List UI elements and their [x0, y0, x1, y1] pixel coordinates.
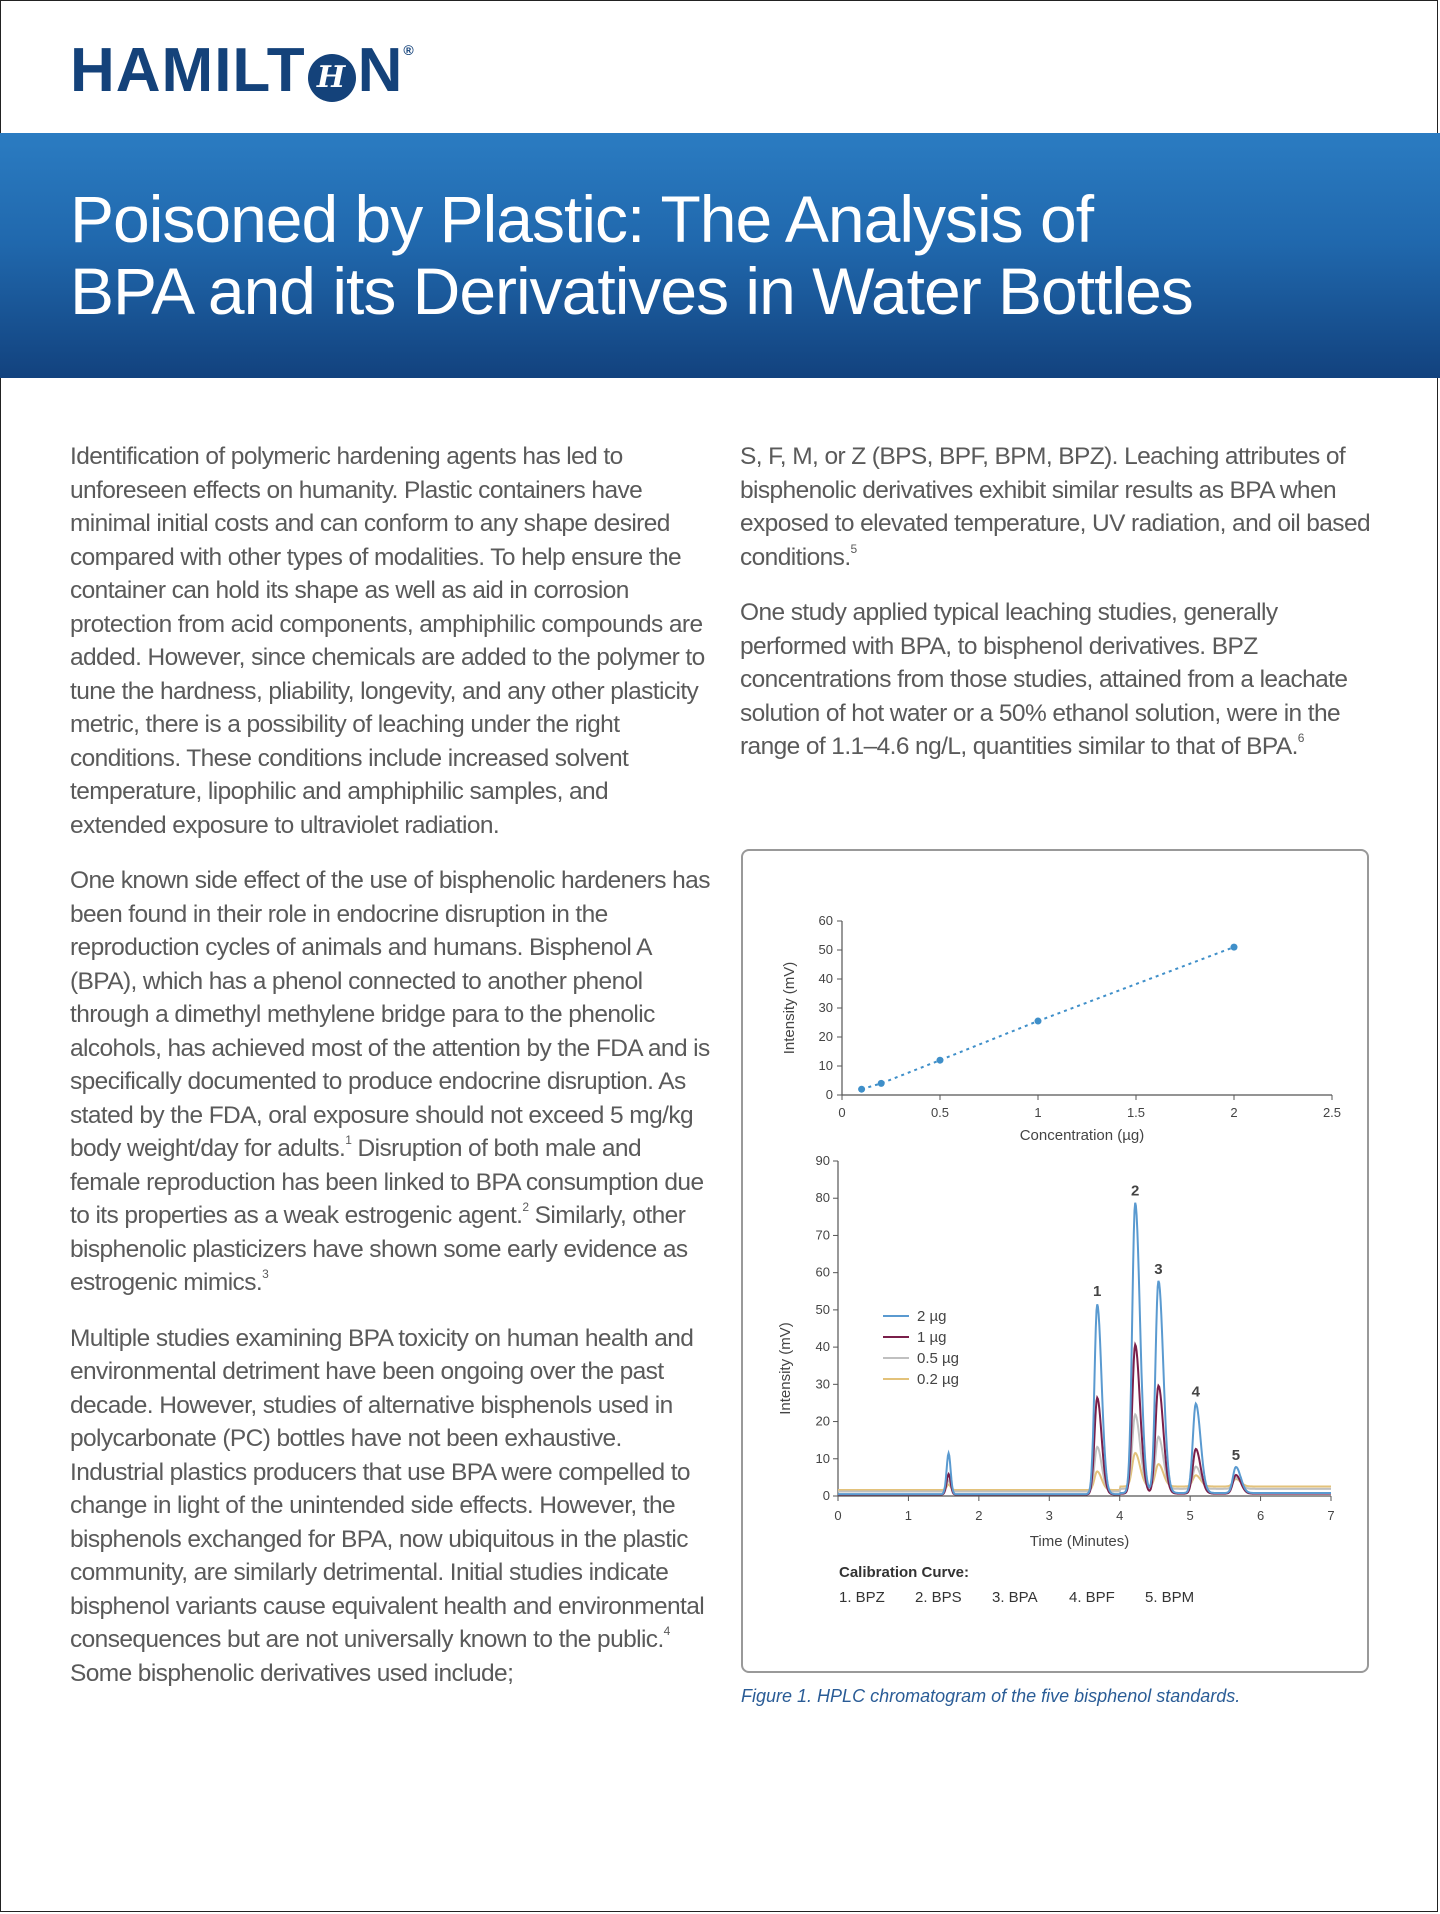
- calibration-legend-item: 3. BPA: [992, 1589, 1038, 1606]
- chromatogram-trace: [838, 1345, 1331, 1495]
- calibration-x-tick-label: 1: [1034, 1105, 1042, 1120]
- calibration-y-tick-label: 40: [818, 971, 833, 986]
- calibration-point: [1231, 944, 1238, 951]
- chromatogram-y-tick-label: 90: [815, 1153, 830, 1168]
- legend-label: 0.2 µg: [917, 1371, 960, 1388]
- calibration-point: [858, 1086, 865, 1093]
- calibration-point: [937, 1057, 944, 1064]
- calibration-point: [878, 1080, 885, 1087]
- peak-label: 4: [1191, 1383, 1200, 1401]
- title-line-2: BPA and its Derivatives in Water Bottles: [70, 254, 1193, 328]
- right-column: [740, 440, 1370, 786]
- figure-svg: [743, 851, 1371, 1675]
- chromatogram-trace: [838, 1203, 1331, 1494]
- calibration-y-tick-label: 10: [818, 1058, 833, 1073]
- figure-box: [741, 849, 1369, 1673]
- chromatogram-y-tick-label: 60: [815, 1264, 830, 1280]
- title-banner: [0, 133, 1440, 378]
- peak-label: 5: [1231, 1446, 1241, 1464]
- calibration-fit-line: [862, 947, 1234, 1089]
- reference-1: 1: [345, 1133, 352, 1147]
- paragraph-3: Multiple studies examining BPA toxicity on human health and environmental detriment have been ongoing over the past decade. However, studies of alternative bisphenols used in polycarbonate (PC) bottles have not been exhaustive. Industrial plastics producers that use BPA were compelled to change in light of the unintended side effects. However, the bisphenols exchanged for BPA, now ubiquitous in the plastic community, are similarly detrimental. Initial studies indicate bisphenol variants cause equivalent health and environmental consequences but are not universally known to the public.$^4$ Some bisphenolic derivatives used include;: [70, 1324, 705, 1687]
- chromatogram-trace: [838, 1453, 1331, 1490]
- calibration-y-tick-label: 20: [818, 1029, 833, 1044]
- calibration-x-tick-label: 0.5: [930, 1105, 950, 1120]
- calibration-legend-item: 2. BPS: [915, 1589, 962, 1606]
- page-title: [70, 183, 1193, 327]
- calibration-legend-item: 4. BPF: [1069, 1589, 1115, 1606]
- chromatogram-y-tick-label: 70: [815, 1227, 830, 1243]
- chromatogram-trace: [838, 1414, 1331, 1491]
- calibration-legend-item: 5. BPM: [1145, 1589, 1195, 1606]
- chromatogram-x-tick-label: 4: [1116, 1508, 1124, 1523]
- paragraph-4: S, F, M, or Z (BPS, BPF, BPM, BPZ). Leaching attributes of bisphenolic derivatives exhibit similar results as BPA when exposed to elevated temperature, UV radiation, and oil based conditions.$^5$: [740, 443, 1371, 571]
- reference-4: 4: [663, 1624, 670, 1638]
- hamilton-logo: HAMILT H N®: [70, 36, 415, 105]
- chromatogram-x-tick-label: 3: [1045, 1508, 1053, 1523]
- chromatogram-y-tick-label: 80: [815, 1190, 830, 1206]
- legend-label: 2 µg: [917, 1308, 947, 1325]
- left-column: [70, 440, 710, 1712]
- peak-label: 1: [1093, 1283, 1102, 1301]
- chromatogram-x-tick-label: 5: [1186, 1508, 1194, 1523]
- reference-3: 3: [262, 1267, 269, 1281]
- calibration-y-tick-label: 0: [825, 1087, 833, 1102]
- legend-label: 0.5 µg: [917, 1350, 960, 1367]
- peak-label: 2: [1131, 1182, 1140, 1200]
- reference-2: 2: [522, 1200, 529, 1214]
- chromatogram-x-tick-label: 2: [975, 1508, 983, 1523]
- peak-label: 3: [1154, 1260, 1163, 1278]
- paragraph-1: Identification of polymeric hardening agents has led to unforeseen effects on humanity. Plastic containers have minimal initial costs and can conform to any shape desired compared with other types of modalities. To help ensure the container can hold its shape as well as aid in corrosion protection from acid components, amphiphilic compounds are added. However, since chemicals are added to the polymer to tune the hardness, pliability, longevity, and any other plasticity metric, there is a possibility of leaching under the right conditions. These conditions include increased solvent temperature, lipophilic and amphiphilic samples, and extended exposure to ultraviolet radiation.: [70, 443, 705, 839]
- calibration-y-axis-title: Intensity (mV): [781, 961, 798, 1055]
- chromatogram-y-tick-label: 30: [815, 1376, 830, 1392]
- chromatogram-x-tick-label: 6: [1256, 1508, 1265, 1523]
- calibration-legend-item: 1. BPZ: [839, 1589, 885, 1606]
- chromatogram-x-axis-title: Time (Minutes): [1029, 1533, 1130, 1550]
- chromatogram-y-tick-label: 0: [822, 1488, 830, 1503]
- figure-caption: Figure 1. HPLC chromatogram of the five bisphenol standards.: [741, 1686, 1241, 1706]
- paragraph-2: One known side effect of the use of bisphenolic hardeners has been found in their role in endocrine disruption in the reproduction cycles of animals and humans. Bisphenol A (BPA), which has a phenol connected to another phenol through a dimethyl methylene bridge para to the phenolic alcohols, has achieved most of the attention by the FDA and is specifically documented to produce endocrine disruption. As stated by the FDA, oral exposure should not exceed 5 mg/kg body weight/day for adults.$^1$ Disruption of both male and female reproduction has been linked to BPA consumption due to its properties as a weak estrogenic agent.$^2$ Similarly, other bisphenolic plasticizers have shown some early evidence as estrogenic mimics.$^3$: [70, 867, 710, 1296]
- calibration-legend-title: Calibration Curve:: [839, 1564, 970, 1581]
- chromatogram-y-axis-title: Intensity (mV): [777, 1322, 794, 1415]
- chromatogram-x-tick-label: 7: [1327, 1508, 1335, 1523]
- calibration-x-tick-label: 0: [838, 1105, 846, 1120]
- calibration-x-tick-label: 2.5: [1322, 1105, 1342, 1120]
- paragraph-5: One study applied typical leaching studies, generally performed with BPA, to bisphenol derivatives. BPZ concentrations from those studies, attained from a leachate solution of hot water or a 50% ethanol solution, were in the range of 1.1–4.6 ng/L, quantities similar to that of BPA.$^6$: [740, 599, 1348, 760]
- calibration-x-tick-label: 1.5: [1126, 1105, 1146, 1120]
- calibration-y-tick-label: 30: [818, 1000, 833, 1015]
- reference-6: 6: [1297, 731, 1304, 745]
- calibration-y-tick-label: 60: [818, 913, 833, 928]
- chromatogram-x-tick-label: 0: [834, 1508, 842, 1523]
- calibration-x-axis-title: Concentration (µg): [1019, 1127, 1145, 1144]
- logo-emblem: H: [308, 54, 356, 102]
- calibration-x-tick-label: 2: [1230, 1105, 1238, 1120]
- chromatogram-y-tick-label: 10: [815, 1450, 830, 1466]
- legend-label: 1 µg: [917, 1329, 947, 1346]
- chromatogram-y-tick-label: 50: [815, 1301, 830, 1317]
- chromatogram-y-tick-label: 20: [815, 1413, 830, 1429]
- calibration-y-tick-label: 50: [818, 942, 833, 957]
- reference-5: 5: [850, 541, 857, 556]
- calibration-point: [1035, 1018, 1042, 1025]
- chromatogram-y-tick-label: 40: [815, 1339, 830, 1355]
- title-line-1: Poisoned by Plastic: The Analysis of: [70, 182, 1094, 256]
- chromatogram-x-tick-label: 1: [904, 1508, 913, 1523]
